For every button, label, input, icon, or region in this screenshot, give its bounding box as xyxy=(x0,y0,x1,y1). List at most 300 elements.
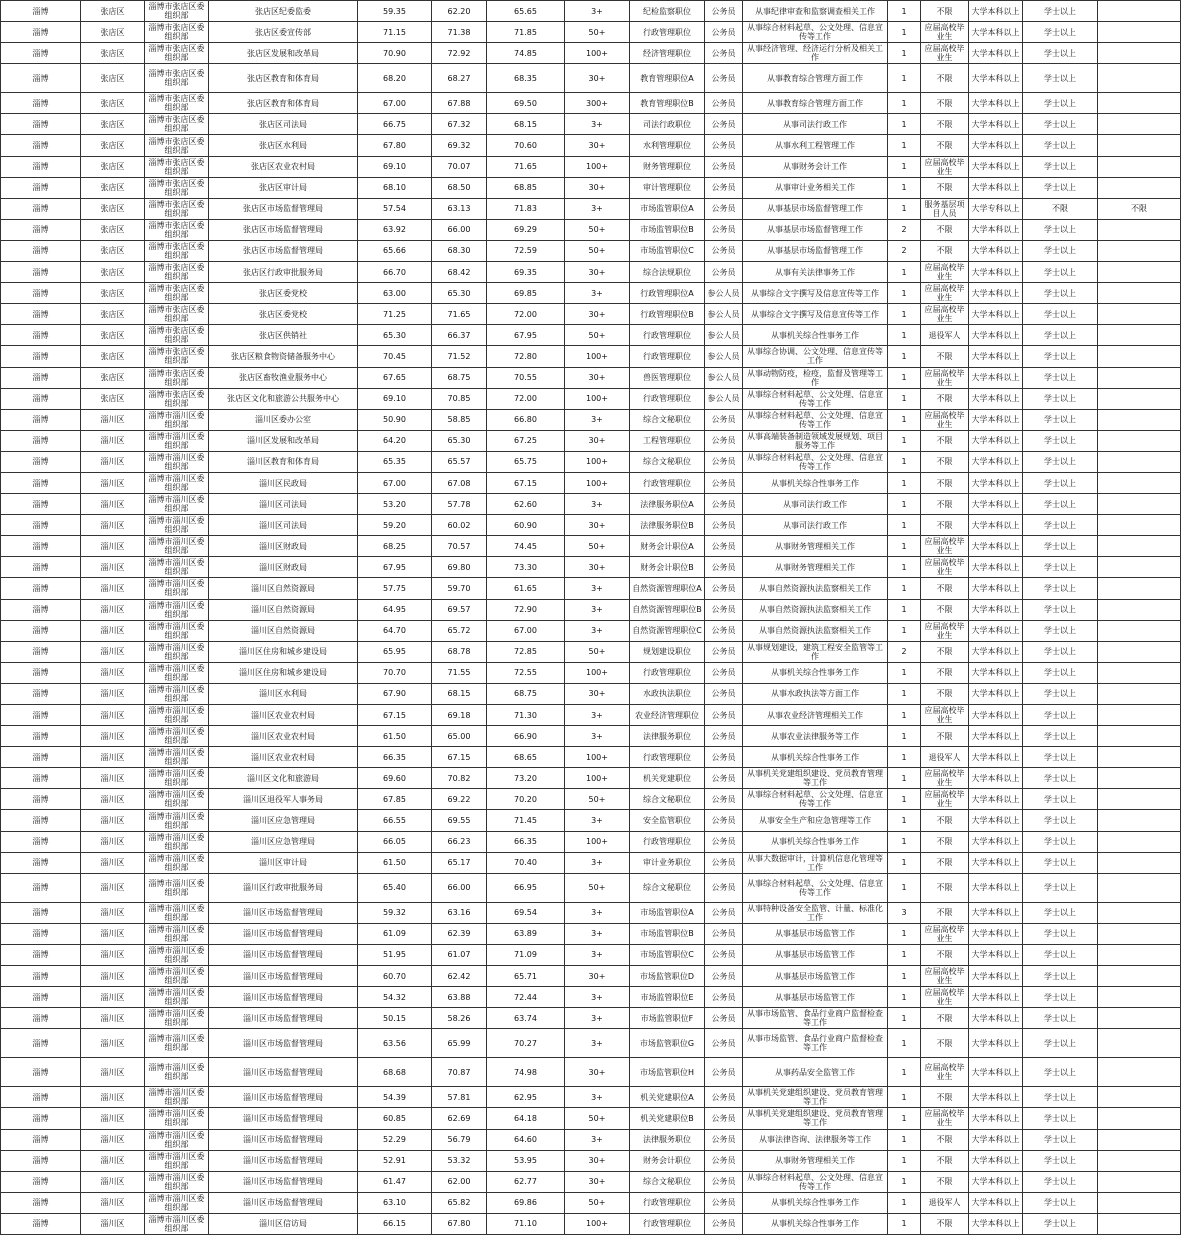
quota-cell: 1 xyxy=(888,1058,921,1087)
max-score-cell: 63.89 xyxy=(487,923,565,944)
quota-cell: 1 xyxy=(888,923,921,944)
city-cell: 淄博 xyxy=(1,831,81,852)
avg-score-cell: 65.72 xyxy=(432,620,487,641)
extra-cell xyxy=(1098,873,1181,902)
target-cell: 不限 xyxy=(921,1129,969,1150)
quota-cell: 1 xyxy=(888,304,921,325)
position-cell: 机关党建职位A xyxy=(630,1087,705,1108)
degree-cell: 学士以上 xyxy=(1023,599,1098,620)
district-cell: 淄川区 xyxy=(81,1058,145,1087)
applicants-cell: 30+ xyxy=(565,262,630,283)
extra-cell xyxy=(1098,662,1181,683)
min-score-cell: 66.75 xyxy=(358,114,432,135)
district-cell: 淄川区 xyxy=(81,987,145,1008)
city-cell: 淄博 xyxy=(1,262,81,283)
duties-cell: 从事机关综合性事务工作 xyxy=(743,1213,888,1234)
max-score-cell: 68.85 xyxy=(487,177,565,198)
organizer-cell: 淄博市淄川区委组织部 xyxy=(145,578,209,599)
city-cell: 淄博 xyxy=(1,726,81,747)
department-cell: 淄川区市场监督管理局 xyxy=(209,1171,358,1192)
position-cell: 自然资源管理职位C xyxy=(630,620,705,641)
education-cell: 大学本科以上 xyxy=(969,683,1023,704)
degree-cell: 学士以上 xyxy=(1023,705,1098,726)
district-cell: 淄川区 xyxy=(81,1150,145,1171)
applicants-cell: 3+ xyxy=(565,923,630,944)
district-cell: 淄川区 xyxy=(81,683,145,704)
position-type-cell: 公务员 xyxy=(705,578,743,599)
min-score-cell: 59.35 xyxy=(358,1,432,22)
avg-score-cell: 72.92 xyxy=(432,43,487,64)
degree-cell: 学士以上 xyxy=(1023,219,1098,240)
education-cell: 大学本科以上 xyxy=(969,367,1023,388)
max-score-cell: 72.00 xyxy=(487,304,565,325)
position-type-cell: 公务员 xyxy=(705,641,743,662)
degree-cell: 学士以上 xyxy=(1023,283,1098,304)
education-cell: 大学本科以上 xyxy=(969,114,1023,135)
applicants-cell: 3+ xyxy=(565,198,630,219)
min-score-cell: 54.39 xyxy=(358,1087,432,1108)
city-cell: 淄博 xyxy=(1,705,81,726)
city-cell: 淄博 xyxy=(1,325,81,346)
avg-score-cell: 65.00 xyxy=(432,726,487,747)
position-cell: 行政管理职位A xyxy=(630,283,705,304)
department-cell: 张店区审计局 xyxy=(209,177,358,198)
min-score-cell: 67.90 xyxy=(358,683,432,704)
duties-cell: 从事基层市场监管工作 xyxy=(743,944,888,965)
department-cell: 淄川区教育和体育局 xyxy=(209,451,358,472)
district-cell: 淄川区 xyxy=(81,768,145,789)
department-cell: 淄川区行政审批服务局 xyxy=(209,873,358,902)
extra-cell xyxy=(1098,1108,1181,1129)
position-cell: 综合文秘职位 xyxy=(630,1171,705,1192)
education-cell: 大学本科以上 xyxy=(969,409,1023,430)
department-cell: 淄川区应急管理局 xyxy=(209,831,358,852)
district-cell: 淄川区 xyxy=(81,641,145,662)
max-score-cell: 65.75 xyxy=(487,451,565,472)
education-cell: 大学本科以上 xyxy=(969,1029,1023,1058)
organizer-cell: 淄博市张店区委组织部 xyxy=(145,114,209,135)
duties-cell: 从事综合材料起草、公文处理、信息宣传等工作 xyxy=(743,409,888,430)
position-cell: 机关党建职位 xyxy=(630,768,705,789)
applicants-cell: 30+ xyxy=(565,304,630,325)
duties-cell: 从事综合材料起草、公文处理、信息宣传等工作 xyxy=(743,1171,888,1192)
city-cell: 淄博 xyxy=(1,22,81,43)
table-row xyxy=(1,1150,1181,1171)
applicants-cell: 3+ xyxy=(565,283,630,304)
position-type-cell: 公务员 xyxy=(705,1171,743,1192)
quota-cell: 1 xyxy=(888,388,921,409)
position-cell: 财务管理职位 xyxy=(630,156,705,177)
max-score-cell: 64.18 xyxy=(487,1108,565,1129)
extra-cell xyxy=(1098,494,1181,515)
department-cell: 淄川区委办公室 xyxy=(209,409,358,430)
position-type-cell: 公务员 xyxy=(705,620,743,641)
position-type-cell: 公务员 xyxy=(705,536,743,557)
quota-cell: 1 xyxy=(888,472,921,493)
table-row xyxy=(1,219,1181,240)
target-cell: 不限 xyxy=(921,515,969,536)
education-cell: 大学本科以上 xyxy=(969,135,1023,156)
target-cell: 不限 xyxy=(921,683,969,704)
city-cell: 淄博 xyxy=(1,43,81,64)
degree-cell: 学士以上 xyxy=(1023,852,1098,873)
organizer-cell: 淄博市淄川区委组织部 xyxy=(145,705,209,726)
organizer-cell: 淄博市淄川区委组织部 xyxy=(145,451,209,472)
max-score-cell: 69.54 xyxy=(487,902,565,923)
degree-cell: 学士以上 xyxy=(1023,240,1098,261)
duties-cell: 从事机关党建组织建设、党员教育管理等工作 xyxy=(743,1108,888,1129)
education-cell: 大学本科以上 xyxy=(969,346,1023,367)
department-cell: 淄川区市场监督管理局 xyxy=(209,1108,358,1129)
extra-cell xyxy=(1098,683,1181,704)
degree-cell: 学士以上 xyxy=(1023,747,1098,768)
table-row xyxy=(1,1087,1181,1108)
quota-cell: 2 xyxy=(888,219,921,240)
duties-cell: 从事基层市场监管工作 xyxy=(743,966,888,987)
district-cell: 淄川区 xyxy=(81,430,145,451)
min-score-cell: 66.55 xyxy=(358,810,432,831)
duties-cell: 从事自然资源执法监察相关工作 xyxy=(743,578,888,599)
applicants-cell: 100+ xyxy=(565,747,630,768)
position-cell: 市场监管职位C xyxy=(630,944,705,965)
table-row xyxy=(1,923,1181,944)
table-row xyxy=(1,409,1181,430)
duties-cell: 从事基层市场监督管理工作 xyxy=(743,240,888,261)
district-cell: 淄川区 xyxy=(81,902,145,923)
quota-cell: 1 xyxy=(888,367,921,388)
position-type-cell: 公务员 xyxy=(705,810,743,831)
extra-cell xyxy=(1098,430,1181,451)
table-row xyxy=(1,304,1181,325)
target-cell: 应届高校毕业生 xyxy=(921,1058,969,1087)
quota-cell: 1 xyxy=(888,156,921,177)
department-cell: 张店区水利局 xyxy=(209,135,358,156)
city-cell: 淄博 xyxy=(1,1008,81,1029)
quota-cell: 1 xyxy=(888,325,921,346)
min-score-cell: 63.92 xyxy=(358,219,432,240)
extra-cell xyxy=(1098,22,1181,43)
position-type-cell: 公务员 xyxy=(705,494,743,515)
extra-cell xyxy=(1098,578,1181,599)
position-type-cell: 参公人员 xyxy=(705,283,743,304)
degree-cell: 学士以上 xyxy=(1023,304,1098,325)
degree-cell: 学士以上 xyxy=(1023,1029,1098,1058)
district-cell: 张店区 xyxy=(81,304,145,325)
organizer-cell: 淄博市淄川区委组织部 xyxy=(145,1150,209,1171)
duties-cell: 从事法律咨询、法律服务等工作 xyxy=(743,1129,888,1150)
position-type-cell: 公务员 xyxy=(705,1008,743,1029)
quota-cell: 2 xyxy=(888,641,921,662)
max-score-cell: 67.25 xyxy=(487,430,565,451)
position-cell: 行政管理职位 xyxy=(630,472,705,493)
max-score-cell: 73.30 xyxy=(487,557,565,578)
max-score-cell: 62.77 xyxy=(487,1171,565,1192)
organizer-cell: 淄博市淄川区委组织部 xyxy=(145,409,209,430)
department-cell: 淄川区发展和改革局 xyxy=(209,430,358,451)
avg-score-cell: 56.79 xyxy=(432,1129,487,1150)
avg-score-cell: 63.16 xyxy=(432,902,487,923)
max-score-cell: 74.98 xyxy=(487,1058,565,1087)
avg-score-cell: 63.88 xyxy=(432,987,487,1008)
district-cell: 淄川区 xyxy=(81,620,145,641)
quota-cell: 1 xyxy=(888,747,921,768)
degree-cell: 学士以上 xyxy=(1023,536,1098,557)
city-cell: 淄博 xyxy=(1,304,81,325)
position-cell: 财务会计职位 xyxy=(630,1150,705,1171)
department-cell: 张店区委宣传部 xyxy=(209,22,358,43)
max-score-cell: 73.20 xyxy=(487,768,565,789)
min-score-cell: 65.35 xyxy=(358,451,432,472)
max-score-cell: 72.44 xyxy=(487,987,565,1008)
district-cell: 淄川区 xyxy=(81,747,145,768)
target-cell: 不限 xyxy=(921,114,969,135)
department-cell: 淄川区审计局 xyxy=(209,852,358,873)
extra-cell xyxy=(1098,283,1181,304)
avg-score-cell: 69.22 xyxy=(432,789,487,810)
max-score-cell: 63.74 xyxy=(487,1008,565,1029)
table-row xyxy=(1,705,1181,726)
quota-cell: 1 xyxy=(888,346,921,367)
duties-cell: 从事财务管理相关工作 xyxy=(743,557,888,578)
extra-cell xyxy=(1098,789,1181,810)
department-cell: 淄川区市场监督管理局 xyxy=(209,902,358,923)
degree-cell: 学士以上 xyxy=(1023,135,1098,156)
table-row xyxy=(1,1108,1181,1129)
position-cell: 机关党建职位B xyxy=(630,1108,705,1129)
extra-cell xyxy=(1098,1008,1181,1029)
target-cell: 不限 xyxy=(921,944,969,965)
education-cell: 大学专科以上 xyxy=(969,198,1023,219)
quota-cell: 1 xyxy=(888,810,921,831)
extra-cell xyxy=(1098,705,1181,726)
min-score-cell: 68.68 xyxy=(358,1058,432,1087)
department-cell: 淄川区农业农村局 xyxy=(209,747,358,768)
min-score-cell: 57.75 xyxy=(358,578,432,599)
city-cell: 淄博 xyxy=(1,494,81,515)
table-row xyxy=(1,852,1181,873)
applicants-cell: 3+ xyxy=(565,705,630,726)
education-cell: 大学本科以上 xyxy=(969,430,1023,451)
organizer-cell: 淄博市淄川区委组织部 xyxy=(145,810,209,831)
degree-cell: 学士以上 xyxy=(1023,557,1098,578)
position-cell: 教育管理职位B xyxy=(630,93,705,114)
duties-cell: 从事大数据审计，计算机信息化管理等工作 xyxy=(743,852,888,873)
quota-cell: 1 xyxy=(888,22,921,43)
degree-cell: 学士以上 xyxy=(1023,262,1098,283)
department-cell: 张店区市场监督管理局 xyxy=(209,219,358,240)
max-score-cell: 66.35 xyxy=(487,831,565,852)
duties-cell: 从事市场监管、食品行业商户监督检查等工作 xyxy=(743,1029,888,1058)
position-cell: 法律服务职位A xyxy=(630,494,705,515)
organizer-cell: 淄博市张店区委组织部 xyxy=(145,43,209,64)
city-cell: 淄博 xyxy=(1,156,81,177)
city-cell: 淄博 xyxy=(1,789,81,810)
degree-cell: 学士以上 xyxy=(1023,966,1098,987)
target-cell: 不限 xyxy=(921,810,969,831)
min-score-cell: 66.15 xyxy=(358,1213,432,1234)
target-cell: 不限 xyxy=(921,1,969,22)
target-cell: 应届高校毕业生 xyxy=(921,262,969,283)
department-cell: 淄川区市场监督管理局 xyxy=(209,1008,358,1029)
min-score-cell: 67.95 xyxy=(358,557,432,578)
organizer-cell: 淄博市淄川区委组织部 xyxy=(145,494,209,515)
duties-cell: 从事特种设备安全监管、计量、标准化工作 xyxy=(743,902,888,923)
organizer-cell: 淄博市淄川区委组织部 xyxy=(145,536,209,557)
target-cell: 不限 xyxy=(921,1150,969,1171)
target-cell: 应届高校毕业生 xyxy=(921,966,969,987)
extra-cell xyxy=(1098,726,1181,747)
position-type-cell: 公务员 xyxy=(705,156,743,177)
district-cell: 淄川区 xyxy=(81,705,145,726)
duties-cell: 从事教育综合管理方面工作 xyxy=(743,93,888,114)
max-score-cell: 69.86 xyxy=(487,1192,565,1213)
extra-cell xyxy=(1098,219,1181,240)
min-score-cell: 71.15 xyxy=(358,22,432,43)
table-row xyxy=(1,346,1181,367)
city-cell: 淄博 xyxy=(1,219,81,240)
district-cell: 淄川区 xyxy=(81,494,145,515)
position-cell: 自然资源管理职位B xyxy=(630,599,705,620)
target-cell: 不限 xyxy=(921,346,969,367)
duties-cell: 从事机关综合性事务工作 xyxy=(743,325,888,346)
position-cell: 行政管理职位 xyxy=(630,1192,705,1213)
target-cell: 应届高校毕业生 xyxy=(921,156,969,177)
organizer-cell: 淄博市淄川区委组织部 xyxy=(145,1087,209,1108)
district-cell: 淄川区 xyxy=(81,599,145,620)
position-cell: 市场监管职位G xyxy=(630,1029,705,1058)
education-cell: 大学本科以上 xyxy=(969,472,1023,493)
department-cell: 张店区农业农村局 xyxy=(209,156,358,177)
degree-cell: 学士以上 xyxy=(1023,409,1098,430)
quota-cell: 1 xyxy=(888,662,921,683)
applicants-cell: 50+ xyxy=(565,22,630,43)
organizer-cell: 淄博市淄川区委组织部 xyxy=(145,557,209,578)
extra-cell xyxy=(1098,557,1181,578)
min-score-cell: 51.95 xyxy=(358,944,432,965)
city-cell: 淄博 xyxy=(1,198,81,219)
max-score-cell: 64.60 xyxy=(487,1129,565,1150)
position-type-cell: 公务员 xyxy=(705,430,743,451)
education-cell: 大学本科以上 xyxy=(969,1008,1023,1029)
position-type-cell: 公务员 xyxy=(705,1058,743,1087)
extra-cell xyxy=(1098,1058,1181,1087)
district-cell: 淄川区 xyxy=(81,1087,145,1108)
degree-cell: 学士以上 xyxy=(1023,641,1098,662)
avg-score-cell: 62.69 xyxy=(432,1108,487,1129)
department-cell: 张店区纪委监委 xyxy=(209,1,358,22)
avg-score-cell: 71.65 xyxy=(432,304,487,325)
city-cell: 淄博 xyxy=(1,1129,81,1150)
applicants-cell: 30+ xyxy=(565,1150,630,1171)
education-cell: 大学本科以上 xyxy=(969,22,1023,43)
table-row xyxy=(1,1171,1181,1192)
target-cell: 不限 xyxy=(921,1171,969,1192)
max-score-cell: 67.00 xyxy=(487,620,565,641)
duties-cell: 从事经济管理、经济运行分析及相关工作 xyxy=(743,43,888,64)
duties-cell: 从事综合文字撰写及信息宣传等工作 xyxy=(743,304,888,325)
max-score-cell: 65.65 xyxy=(487,1,565,22)
district-cell: 张店区 xyxy=(81,240,145,261)
city-cell: 淄博 xyxy=(1,768,81,789)
target-cell: 应届高校毕业生 xyxy=(921,283,969,304)
education-cell: 大学本科以上 xyxy=(969,1129,1023,1150)
department-cell: 张店区供销社 xyxy=(209,325,358,346)
department-cell: 淄川区市场监督管理局 xyxy=(209,1087,358,1108)
min-score-cell: 66.70 xyxy=(358,262,432,283)
avg-score-cell: 67.88 xyxy=(432,93,487,114)
city-cell: 淄博 xyxy=(1,1108,81,1129)
avg-score-cell: 62.00 xyxy=(432,1171,487,1192)
quota-cell: 1 xyxy=(888,451,921,472)
degree-cell: 学士以上 xyxy=(1023,177,1098,198)
min-score-cell: 61.50 xyxy=(358,726,432,747)
organizer-cell: 淄博市淄川区委组织部 xyxy=(145,1192,209,1213)
applicants-cell: 50+ xyxy=(565,873,630,902)
table-row xyxy=(1,944,1181,965)
max-score-cell: 62.95 xyxy=(487,1087,565,1108)
degree-cell: 学士以上 xyxy=(1023,451,1098,472)
target-cell: 退役军人 xyxy=(921,1192,969,1213)
organizer-cell: 淄博市淄川区委组织部 xyxy=(145,923,209,944)
max-score-cell: 66.95 xyxy=(487,873,565,902)
min-score-cell: 60.85 xyxy=(358,1108,432,1129)
min-score-cell: 65.30 xyxy=(358,325,432,346)
avg-score-cell: 68.30 xyxy=(432,240,487,261)
max-score-cell: 71.45 xyxy=(487,810,565,831)
education-cell: 大学本科以上 xyxy=(969,283,1023,304)
target-cell: 不限 xyxy=(921,1087,969,1108)
table-row xyxy=(1,262,1181,283)
district-cell: 淄川区 xyxy=(81,451,145,472)
city-cell: 淄博 xyxy=(1,1087,81,1108)
organizer-cell: 淄博市淄川区委组织部 xyxy=(145,1171,209,1192)
table-row xyxy=(1,135,1181,156)
min-score-cell: 67.15 xyxy=(358,705,432,726)
min-score-cell: 68.20 xyxy=(358,64,432,93)
quota-cell: 1 xyxy=(888,852,921,873)
district-cell: 淄川区 xyxy=(81,557,145,578)
organizer-cell: 淄博市张店区委组织部 xyxy=(145,22,209,43)
department-cell: 张店区畜牧渔业服务中心 xyxy=(209,367,358,388)
duties-cell: 从事机关党建组织建设、党员教育管理等工作 xyxy=(743,1087,888,1108)
position-type-cell: 公务员 xyxy=(705,472,743,493)
quota-cell: 1 xyxy=(888,536,921,557)
education-cell: 大学本科以上 xyxy=(969,177,1023,198)
max-score-cell: 72.80 xyxy=(487,346,565,367)
position-type-cell: 公务员 xyxy=(705,177,743,198)
duties-cell: 从事自然资源执法监察相关工作 xyxy=(743,599,888,620)
position-type-cell: 参公人员 xyxy=(705,346,743,367)
district-cell: 张店区 xyxy=(81,64,145,93)
max-score-cell: 65.71 xyxy=(487,966,565,987)
duties-cell: 从事财务管理相关工作 xyxy=(743,536,888,557)
district-cell: 淄川区 xyxy=(81,662,145,683)
extra-cell xyxy=(1098,620,1181,641)
quota-cell: 1 xyxy=(888,726,921,747)
table-row xyxy=(1,620,1181,641)
applicants-cell: 30+ xyxy=(565,135,630,156)
applicants-cell: 50+ xyxy=(565,641,630,662)
avg-score-cell: 65.99 xyxy=(432,1029,487,1058)
education-cell: 大学本科以上 xyxy=(969,768,1023,789)
duties-cell: 从事审计业务相关工作 xyxy=(743,177,888,198)
extra-cell xyxy=(1098,987,1181,1008)
duties-cell: 从事机关综合性事务工作 xyxy=(743,831,888,852)
degree-cell: 学士以上 xyxy=(1023,367,1098,388)
avg-score-cell: 68.27 xyxy=(432,64,487,93)
position-cell: 法律服务职位 xyxy=(630,726,705,747)
degree-cell: 学士以上 xyxy=(1023,726,1098,747)
